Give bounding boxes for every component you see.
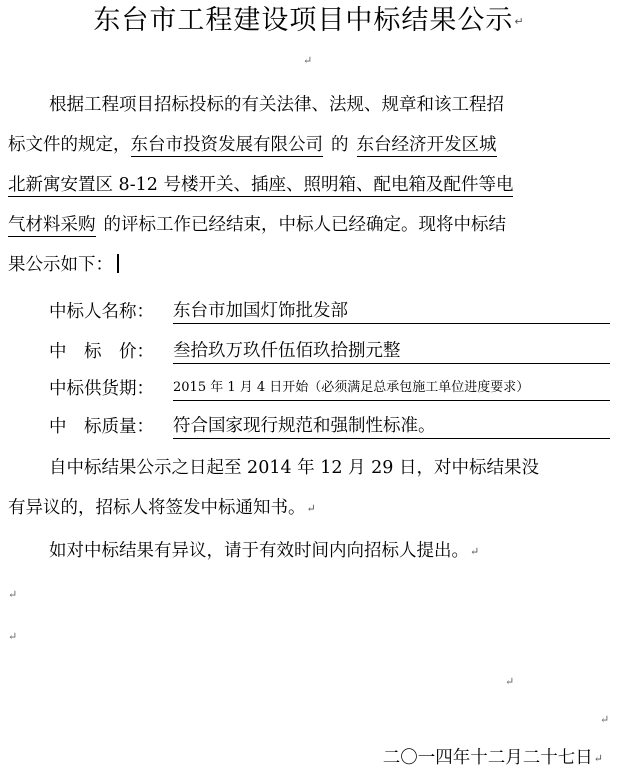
paragraph-mark: ↵ [8, 630, 18, 643]
paragraph-mark: ↵ [306, 501, 316, 515]
project-name-part2: 北新寓安置区 8-12 号楼开关、插座、照明箱、配电箱及配件等电 [8, 175, 514, 195]
page-title [0, 4, 617, 39]
intro-text: 根据工程项目招标投标的有关法律、法规、规章和该工程招 [49, 95, 504, 115]
field-label: 中 标质量： [49, 417, 154, 437]
intro-line-5 [8, 253, 119, 277]
paragraph-mark: ↵ [600, 713, 610, 726]
intro-text: 的评标工作已经结束，中标人已经确定。现将中标结 [103, 215, 506, 235]
paragraph-mark: ↵ [514, 14, 524, 28]
objection-period-line-2 [8, 496, 316, 521]
intro-text: 的 [331, 135, 349, 155]
intro-line-3 [8, 173, 513, 197]
title-text: 东台市工程建设项目中标结果公示 [93, 5, 514, 36]
price-value: 叁拾玖万玖仟伍佰玖拾捌元整 [173, 339, 610, 364]
intro-line-1 [49, 93, 504, 117]
paragraph-mark: ↵ [8, 588, 18, 601]
tenderer-name: 东台市投资发展有限公司 [130, 135, 323, 155]
objection-period-line-1 [49, 456, 539, 480]
body-text: 如对中标结果有异议，请于有效时间内向招标人提出。 [49, 541, 469, 561]
field-label: 中标人名称： [49, 302, 154, 322]
paragraph-mark: ↵ [593, 751, 603, 765]
intro-line-2 [8, 133, 497, 157]
date-text: 二〇一四年十二月二十七日 [382, 748, 593, 768]
field-winner [49, 300, 610, 324]
intro-text: 标文件的规定， [8, 135, 131, 155]
intro-text: 果公示如下： [8, 255, 113, 275]
announcement-date [383, 746, 603, 771]
field-label: 中标供货期： [49, 379, 154, 399]
winner-value: 东台市加国灯饰批发部 [173, 299, 610, 324]
paragraph-mark: ↵ [303, 54, 313, 67]
quality-value: 符合国家现行规范和强制性标准。 [173, 414, 610, 439]
field-quality [49, 415, 610, 439]
body-text: 自中标结果公示之日起至 2014 年 12 月 29 日，对中标结果没 [49, 458, 539, 478]
supply-period-value: 2015 年 1 月 4 日开始（必须满足总承包施工单位进度要求） [173, 376, 610, 401]
field-label: 中 标 价： [49, 342, 154, 362]
objection-contact-line [49, 539, 479, 564]
project-name-part3: 气材料采购 [8, 215, 96, 235]
intro-line-4 [8, 213, 506, 237]
field-price [49, 340, 610, 364]
field-supply-period [49, 377, 610, 401]
project-name-part1: 东台经济开发区城 [356, 135, 497, 155]
body-text: 有异议的，招标人将签发中标通知书。 [8, 498, 306, 518]
paragraph-mark: ↵ [470, 544, 480, 558]
paragraph-mark: ↵ [505, 675, 515, 688]
text-cursor [117, 254, 119, 273]
